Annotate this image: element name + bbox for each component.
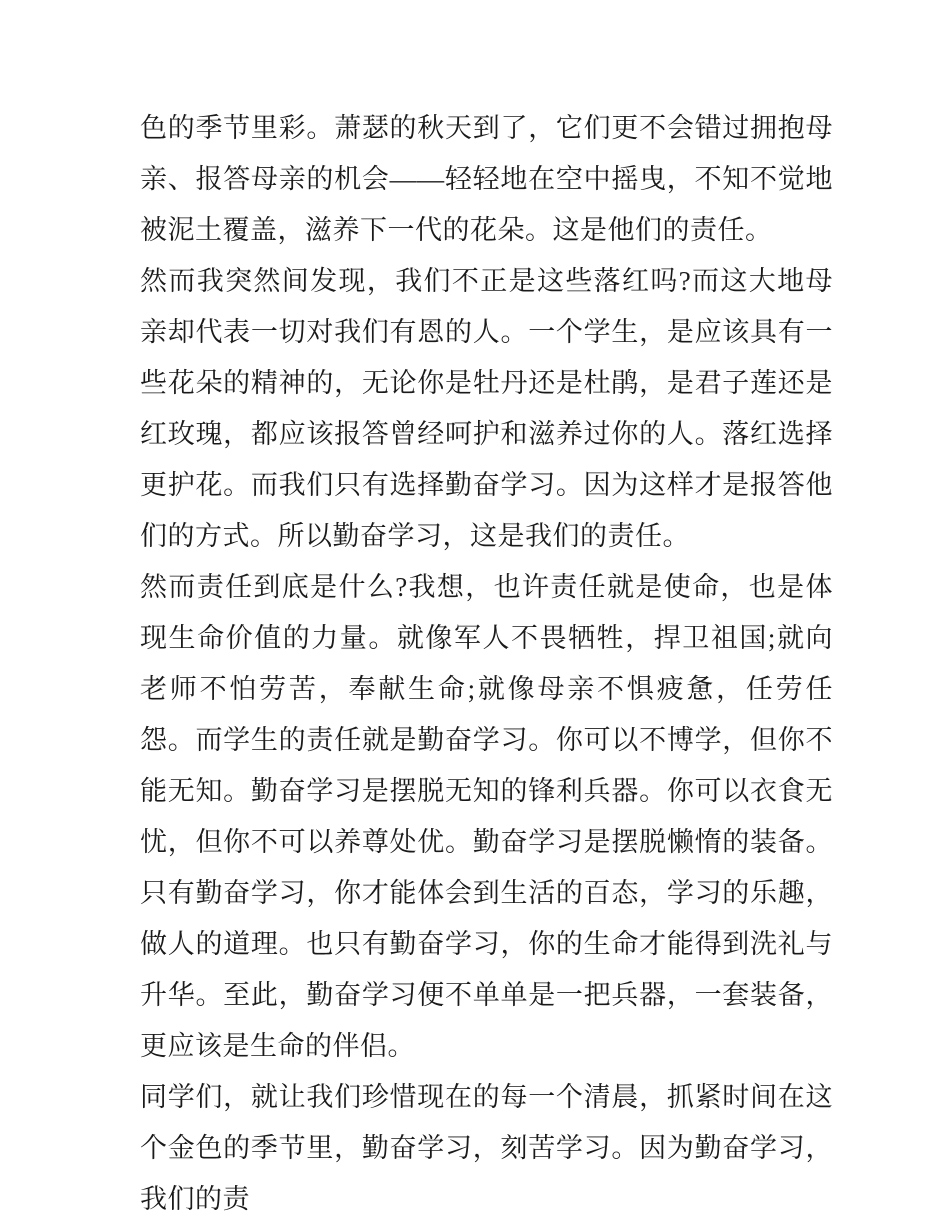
- paragraph-1: 色的季节里彩。萧瑟的秋天到了，它们更不会错过拥抱母亲、报答母亲的机会——轻轻地在空中摇曳，不知不觉地被泥土覆盖，滋养下一代的花朵。这是他们的责任。: [140, 113, 833, 245]
- text-column: [140, 103, 833, 1225]
- paragraph-4: 同学们，就让我们珍惜现在的每一个清晨，抓紧时间在这个金色的季节里，勤奋学习，刻苦学习。因为勤奋学习，我们的责: [140, 1082, 833, 1214]
- paragraph-2: 然而我突然间发现，我们不正是这些落红吗?而这大地母亲却代表一切对我们有恩的人。一个学生，是应该具有一些花朵的精神的，无论你是牡丹还是杜鹃，是君子莲还是红玫瑰，都应该报答曾经呵护和滋养过你的人。落红选择更护花。而我们只有选择勤奋学习。因为这样才是报答他们的方式。所以勤奋学习，这是我们的责任。: [140, 266, 833, 551]
- paragraph-3: 然而责任到底是什么?我想，也许责任就是使命，也是体现生命价值的力量。就像军人不畏牺牲，捍卫祖国;就向老师不怕劳苦，奉献生命;就像母亲不惧疲惫，任劳任怨。而学生的责任就是勤奋学习。你可以不博学，但你不能无知。勤奋学习是摆脱无知的锋利兵器。你可以衣食无忧，但你不可以养尊处优。勤奋学习是摆脱懒惰的装备。只有勤奋学习，你才能体会到生活的百态，学习的乐趣，做人的道理。也只有勤奋学习，你的生命才能得到洗礼与升华。至此，勤奋学习便不单单是一把兵器，一套装备，更应该是生命的伴侣。: [140, 572, 833, 1061]
